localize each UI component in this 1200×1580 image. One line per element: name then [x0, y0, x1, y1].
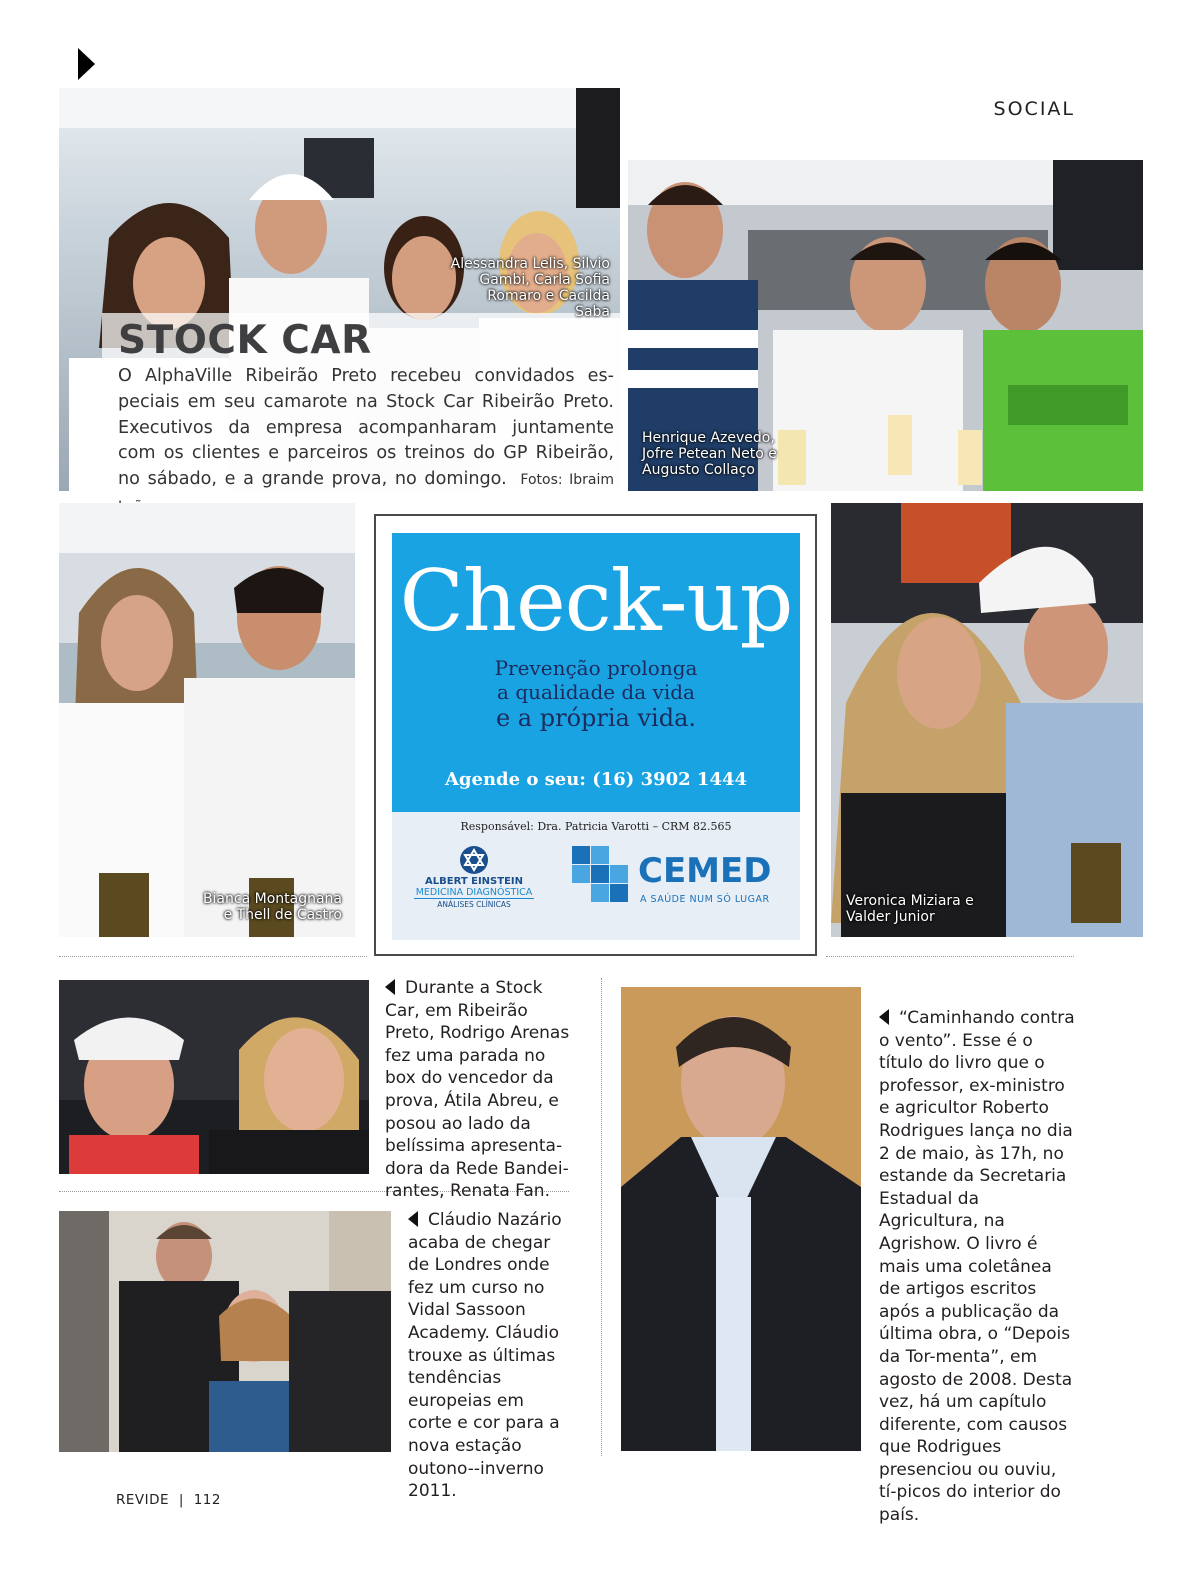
- arenas-note: [385, 977, 575, 1203]
- ad-tagline-1: Prevenção prolonga: [494, 656, 698, 680]
- photo-1-caption: Alessandra Lelis, Silvio Gambi, Carla Sofia Romaro e Cacilda Saba: [450, 256, 610, 320]
- einstein-logo-icon: [459, 845, 489, 875]
- section-marker-icon: [78, 48, 95, 80]
- photo-2-caption: Henrique Azevedo, Jofre Petean Neto e Augusto Collaço: [642, 430, 777, 478]
- ad-phone-cta[interactable]: Agende o seu: (16) 3902 1444: [444, 769, 748, 790]
- cemed-logo-icon: [572, 846, 630, 904]
- couple-photo-right: [831, 503, 1143, 937]
- cemed-tagline: A SAÚDE NUM SÓ LUGAR: [640, 894, 770, 905]
- arenas-fan-photo: [59, 980, 369, 1174]
- stock-car-title: STOCK CAR: [118, 318, 372, 363]
- photo-4-caption: Veronica Miziara e Valder Junior: [846, 893, 974, 925]
- page-number: 112: [193, 1492, 221, 1508]
- book-note-text: “Caminhando contra o vento”. Esse é o título do livro que o professor, ex-ministro e agricultor Roberto Rodrigues lança no dia 2 de maio, às 17h, no estande da Secretaria Estadual da Agricultura, na Agrishow. O livro é mais uma coletânea de artigos escritos após a publicação da última obra, o “Depois da Tor-menta”, em agosto de 2008. Desta vez, há um capítulo diferente, com causos que Rodrigues presenciou ou ouviu, tí-picos do interior do país.: [879, 1008, 1075, 1526]
- magazine-name: REVIDE: [116, 1492, 170, 1508]
- section-label: SOCIAL: [993, 98, 1075, 120]
- roberto-rodrigues-photo: [621, 987, 861, 1451]
- separator-line: [826, 956, 1074, 957]
- column-divider: [601, 978, 602, 1456]
- bullet-arrow-icon: [408, 1211, 418, 1227]
- ad-headline: Check-up: [399, 552, 793, 650]
- checkup-advertisement[interactable]: [374, 514, 817, 956]
- bullet-arrow-icon: [879, 1009, 889, 1025]
- page-footer: [116, 1492, 221, 1508]
- cemed-name: CEMED: [638, 851, 772, 891]
- nazario-note: [408, 1209, 568, 1503]
- arenas-note-text: Durante a Stock Car, em Ribeirão Preto, Rodrigo Arenas fez uma parada no box do vencedor da prova, Átila Abreu, e posou ao lado da belíssima apresenta-dora da Rede Bandei-rantes, Renata Fan.: [385, 978, 570, 1202]
- nazario-photo: [59, 1211, 391, 1452]
- couple-photo-left: [59, 503, 355, 937]
- ad-responsible: Responsável: Dra. Patricia Varotti – CRM 82.565: [460, 820, 732, 833]
- ad-tagline-3: e a própria vida.: [495, 704, 697, 732]
- bullet-arrow-icon: [385, 979, 395, 995]
- photo-credit: Fotos: Ibraim: [520, 472, 614, 489]
- photo-3-caption: Bianca Montagnana e Thell de Castro: [202, 891, 342, 923]
- einstein-subtitle: MEDICINA DIAGNÓSTICA: [415, 887, 533, 898]
- stock-car-body: [118, 364, 614, 521]
- separator-line: [59, 956, 367, 957]
- einstein-analysis: ANÁLISES CLÍNICAS: [437, 900, 511, 909]
- book-note: [879, 1007, 1077, 1527]
- einstein-name: ALBERT EINSTEIN: [425, 876, 523, 887]
- ad-tagline-2: a qualidade da vida: [497, 680, 695, 704]
- nazario-note-text: Cláudio Nazário acaba de chegar de Londres onde fez um curso no Vidal Sassoon Academy. Cláudio trouxe as últimas tendências europeias em corte e cor para a nova estação outono--inverno 2011.: [408, 1210, 562, 1502]
- stock-car-body-text: O AlphaVille Ribeirão Preto recebeu convidados es-peciais em seu camarote na Stock Car Ribeirão Preto. Executivos da empresa acompanharam juntamente com os clientes e parceiros os treinos do GP Ribeirão, no sábado, e a grande prova, no domingo.: [118, 366, 614, 490]
- footer-divider: |: [178, 1492, 184, 1508]
